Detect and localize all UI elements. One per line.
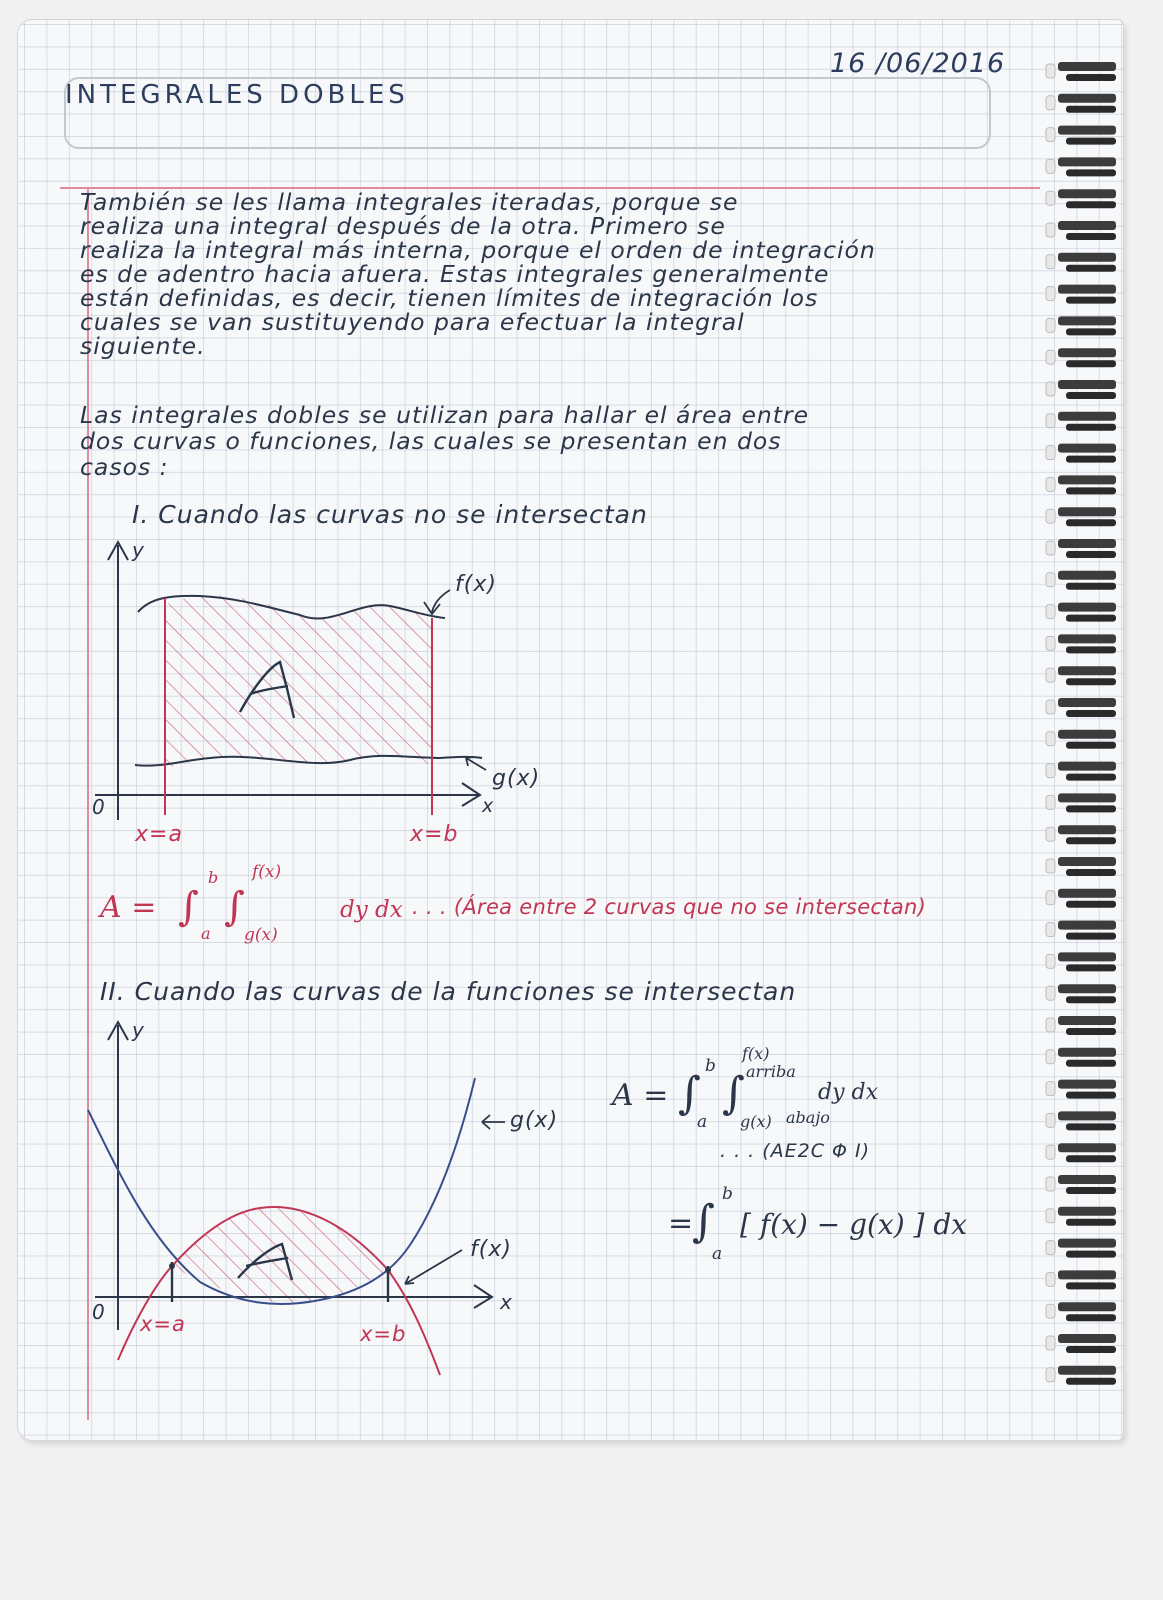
case-2-y-label: y	[132, 1018, 145, 1042]
case-1-formula-note: . . . (Área entre 2 curvas que no se intersectan)	[412, 895, 927, 919]
spiral-coil	[1046, 285, 1116, 304]
case-1-lower-inner: g(x)	[244, 925, 278, 945]
case-2-formula-note: . . . (AE2C Φ I)	[720, 1140, 871, 1162]
case-1-formula-lhs: A =	[100, 890, 157, 925]
spiral-coil	[1046, 634, 1116, 653]
paragraph-1	[80, 190, 876, 358]
spiral-coil	[1046, 1334, 1116, 1353]
spiral-coil	[1046, 857, 1116, 876]
case-2-lower-outer: a	[697, 1112, 708, 1132]
f-pointer-2	[405, 1250, 462, 1284]
paragraph-line: siguiente.	[80, 332, 206, 360]
spiral-coil	[1046, 730, 1116, 749]
case-1-x-label: x	[482, 795, 495, 817]
spiral-coil	[1046, 889, 1116, 908]
spiral-coil	[1046, 380, 1116, 399]
spiral-coil	[1046, 1143, 1116, 1162]
spiral-coil	[1046, 1366, 1116, 1385]
case-2-bound-b: x=b	[360, 1322, 407, 1346]
case-2-eq2-prefix: =	[668, 1206, 694, 1241]
spiral-coil	[1046, 94, 1116, 113]
paragraph-line: cuales se van sustituyendo para efectuar la integral	[80, 308, 745, 336]
case-2-integral-outer: ∫	[678, 1068, 701, 1119]
paragraph-line: Las integrales dobles se utilizan para hallar el área entre	[80, 401, 810, 429]
g-pointer-2	[482, 1115, 505, 1129]
case-2-f-label: f(x)	[470, 1237, 512, 1262]
page-title: INTEGRALES DOBLES	[65, 80, 409, 110]
case-2-lower-inner: g(x)	[740, 1112, 772, 1131]
case-2-g-label: g(x)	[510, 1108, 559, 1133]
paragraph-line: es de adentro hacia afuera. Estas integrales generalmente	[80, 260, 830, 288]
diagram-case-1	[95, 542, 486, 820]
spiral-coil	[1046, 698, 1116, 717]
case-2-differentials: dy dx	[818, 1080, 878, 1105]
spiral-coil	[1046, 189, 1116, 208]
spiral-coil	[1046, 126, 1116, 145]
spiral-coil	[1046, 253, 1116, 272]
page-date: 16 /06/2016	[830, 48, 1006, 79]
paragraph-line: También se les llama integrales iteradas, porque se	[80, 188, 739, 216]
paragraph-line: están definidas, es decir, tienen límites de integración los	[80, 284, 819, 312]
spiral-coil	[1046, 157, 1116, 176]
case-1-integral-inner: ∫	[224, 884, 245, 930]
spiral-coil	[1046, 1111, 1116, 1130]
case-1-y-label: y	[132, 538, 145, 562]
case-2-x-label: x	[500, 1290, 513, 1314]
spiral-coil	[1046, 603, 1116, 622]
spiral-coil	[1046, 1239, 1116, 1258]
case-2-eq2-body: [ f(x) − g(x) ] dx	[740, 1208, 968, 1241]
case-1-bound-a: x=a	[135, 822, 183, 847]
spiral-coil	[1046, 762, 1116, 781]
spiral-coil	[1046, 412, 1116, 431]
case-1-g-label: g(x)	[492, 766, 541, 791]
spiral-coil	[1046, 348, 1116, 367]
spiral-coil	[1046, 1270, 1116, 1289]
paragraph-line: realiza la integral más interna, porque el orden de integración	[80, 236, 876, 264]
spiral-coil	[1046, 984, 1116, 1003]
intersection-b	[385, 1267, 391, 1273]
spiral-coil	[1046, 444, 1116, 463]
case-1-bound-b: x=b	[410, 822, 459, 847]
case-1-origin: 0	[92, 795, 106, 819]
spiral-coil	[1046, 507, 1116, 526]
case-2-eq2-lower: a	[712, 1244, 723, 1264]
spiral-coil	[1046, 666, 1116, 685]
case-2-origin: 0	[92, 1300, 106, 1324]
case-2-formula-lhs: A =	[612, 1078, 669, 1113]
spiral-coil	[1046, 921, 1116, 940]
case-2-upper-inner: f(x)	[742, 1044, 770, 1063]
paragraph-2	[80, 402, 809, 480]
area-region-1	[165, 595, 432, 768]
intersection-a	[169, 1263, 175, 1269]
paragraph-line: casos :	[80, 453, 169, 481]
case-1-lower-outer: a	[201, 924, 211, 943]
case-1-f-label: f(x)	[455, 572, 497, 597]
f-pointer-1	[424, 590, 450, 614]
spiral-coil	[1046, 1302, 1116, 1321]
spiral-coil	[1046, 316, 1116, 335]
case-1-integral-outer: ∫	[178, 884, 199, 930]
spiral-coil	[1046, 1048, 1116, 1067]
spiral-coil	[1046, 62, 1116, 81]
spiral-coil	[1046, 221, 1116, 240]
case-1-upper-outer: b	[208, 868, 219, 887]
case-1-heading: I. Cuando las curvas no se intersectan	[132, 500, 648, 529]
case-2-eq2-integral: ∫	[692, 1196, 715, 1247]
spiral-coil	[1046, 825, 1116, 844]
spiral-binding	[1046, 62, 1116, 1385]
case-1-differentials: dy dx	[340, 897, 403, 923]
spiral-coil	[1046, 571, 1116, 590]
g-pointer-1	[466, 757, 486, 770]
spiral-coil	[1046, 952, 1116, 971]
case-2-bound-a: x=a	[140, 1312, 186, 1336]
case-2-lower-inner-word: abajo	[786, 1108, 830, 1127]
spiral-coil	[1046, 1207, 1116, 1226]
spiral-coil	[1046, 1080, 1116, 1099]
spiral-coil	[1046, 1016, 1116, 1035]
case-2-upper-inner-word: arriba	[746, 1062, 796, 1081]
case-2-integral-inner: ∫	[722, 1068, 745, 1119]
case-2-heading: II. Cuando las curvas de la funciones se intersectan	[100, 977, 797, 1006]
area-region-2	[172, 1207, 388, 1302]
spiral-coil	[1046, 475, 1116, 494]
paragraph-line: realiza una integral después de la otra. Primero se	[80, 212, 726, 240]
spiral-coil	[1046, 793, 1116, 812]
case-2-eq2-upper: b	[722, 1184, 733, 1204]
paragraph-line: dos curvas o funciones, las cuales se presentan en dos	[80, 427, 782, 455]
case-2-upper-outer: b	[705, 1056, 716, 1076]
spiral-coil	[1046, 539, 1116, 558]
case-1-upper-inner: f(x)	[252, 862, 282, 882]
spiral-coil	[1046, 1175, 1116, 1194]
